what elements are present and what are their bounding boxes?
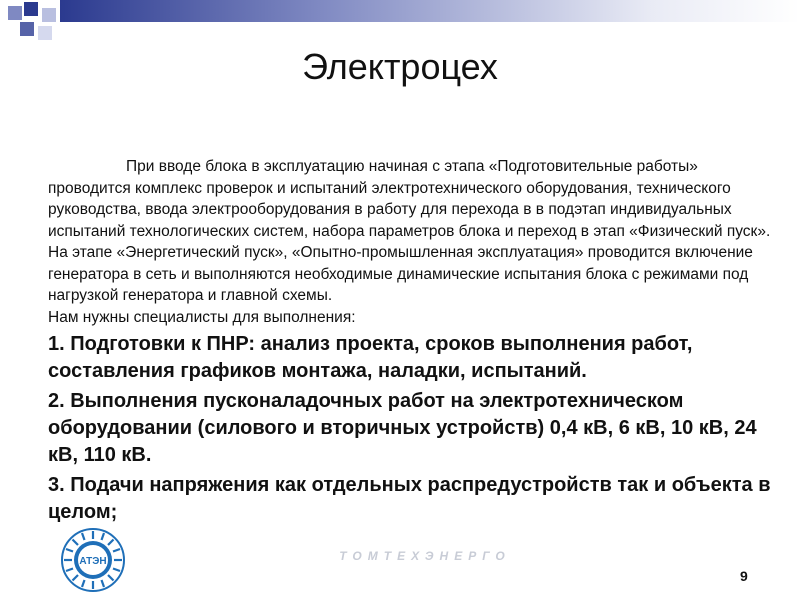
footer-company-name: ТОМТЕХЭНЕРГО bbox=[339, 549, 511, 563]
list-item: 2. Выполнения пусконаладочных работ на электротехническом оборудовании (силового и вторичных устройств) 0,4 кВ, 6 кВ, 10 кВ, 24 кВ, 110 кВ. bbox=[48, 390, 757, 466]
list-item: 1. Подготовки к ПНР: анализ проекта, сроков выполнения работ, составления графиков монтажа, наладки, испытаний. bbox=[48, 333, 693, 382]
paragraph-specialists: Нам нужны специалисты для выполнения: bbox=[48, 308, 356, 326]
slide-body bbox=[48, 156, 772, 526]
corner-squares-decoration bbox=[0, 0, 62, 50]
page-number: 9 bbox=[740, 568, 748, 584]
logo-lettering: АТЭН bbox=[79, 556, 107, 567]
list-item: 3. Подачи напряжения как отдельных распредустройств так и объекта в целом; bbox=[48, 474, 771, 523]
slide-title: Электроцех bbox=[302, 46, 498, 87]
paragraph-energy-start: На этапе «Энергетический пуск», «Опытно-промышленная эксплуатация» проводится включение генератора в сеть и выполняются необходимые динамические испытания блока с режимами под нагрузкой генератора и главной схемы. bbox=[48, 244, 753, 304]
paragraph-intro: При вводе блока в эксплуатацию начиная с этапа «Подготовительные работы» проводится комплекс проверок и испытаний электротехнического оборудования, технического руководства, ввода электрооборудования в работу для перехода в в подэтап индивидуальных испытаний технологических систем, набора параметров блока и переход в этап «Физический пуск». bbox=[48, 158, 771, 240]
top-gradient-bar bbox=[60, 0, 800, 22]
